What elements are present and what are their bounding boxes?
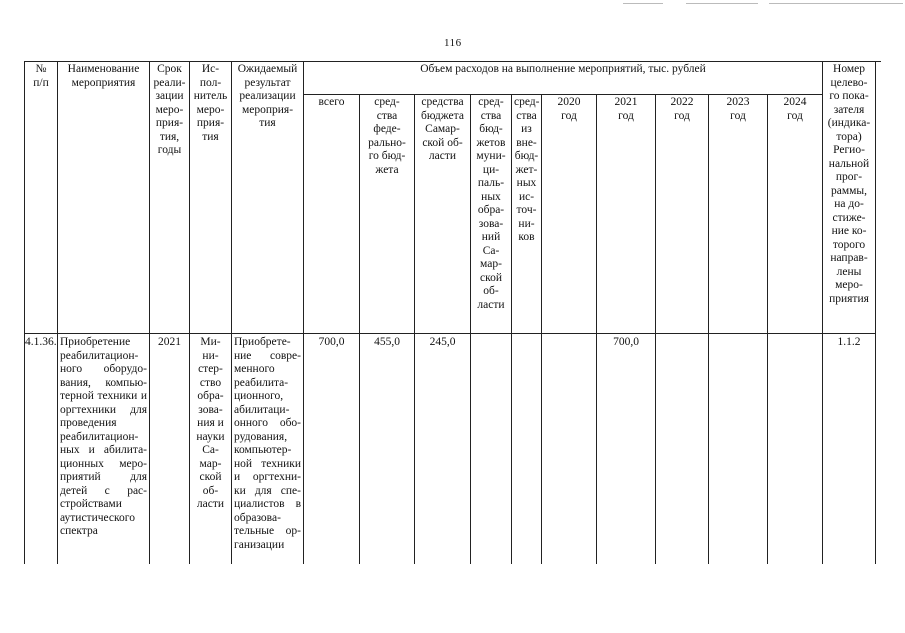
row-federal: 455,0: [360, 334, 415, 564]
row-name: Приобретение реабилитацион-ного оборудо-вания, компью-терной техники и оргтехники для проведения реабилитацион-ных и абилита-ционных меро-приятий для детей с рас-стройствами аутистического спектра: [58, 334, 150, 564]
row-total: 700,0: [304, 334, 360, 564]
row-2023: [709, 334, 768, 564]
page-number: 116: [444, 37, 462, 49]
header-2024: 2024 год: [768, 95, 823, 334]
header-result: Ожидаемый результат реализации мероприя- тия: [232, 62, 304, 334]
scan-artifact-line: [769, 3, 903, 4]
header-2020: 2020 год: [542, 95, 597, 334]
header-name: Наименование мероприятия: [58, 62, 150, 334]
header-num: № п/п: [25, 62, 58, 334]
header-regional: средства бюджета Самар- ской об- ласти: [415, 95, 471, 334]
row-municipal: [471, 334, 512, 564]
row-2021: 700,0: [597, 334, 656, 564]
header-total: всего: [304, 95, 360, 334]
scan-artifact-line: [686, 3, 758, 4]
header-2021: 2021 год: [597, 95, 656, 334]
row-num: 4.1.36.: [25, 334, 58, 564]
header-extra: сред- ства из вне- бюд- жет- ных ис- точ- ни- ков: [512, 95, 542, 334]
row-2020: [542, 334, 597, 564]
row-2022: [656, 334, 709, 564]
header-2023: 2023 год: [709, 95, 768, 334]
header-indicator: Номер целево- го пока- зателя (индика- тора) Регио- нальной прог- раммы, на до- стиже- ние ко- торого направ- лены меро- приятия: [823, 62, 876, 334]
header-term: Срок реали- зации меро- прия- тия, годы: [150, 62, 190, 334]
header-2022: 2022 год: [656, 95, 709, 334]
header-federal: сред- ства феде- рально- го бюд- жета: [360, 95, 415, 334]
row-executor: Ми- ни- стер- ство обра- зова- ния и науки Са- мар- ской об- ласти: [190, 334, 232, 564]
header-municipal: сред- ства бюд- жетов муни- ци- паль- ных обра- зова- ний Са- мар- ской об- ласти: [471, 95, 512, 334]
row-extra: [512, 334, 542, 564]
scan-artifact-line: [623, 3, 663, 4]
measures-table: [24, 61, 881, 564]
row-regional: 245,0: [415, 334, 471, 564]
row-result: Приобрете-ние совре-менного реабилита-ционного, абилитаци-онного обо-рудования, компьютер-ной техники и оргтехни-ки для спе-циалистов в образова-тельные ор-ганизации: [232, 334, 304, 564]
row-2024: [768, 334, 823, 564]
header-executor: Ис- пол- нитель меро- прия- тия: [190, 62, 232, 334]
row-indicator: 1.1.2: [823, 334, 876, 564]
header-expenses-group: Объем расходов на выполнение мероприятий, тыс. рублей: [304, 62, 823, 95]
row-term: 2021: [150, 334, 190, 564]
